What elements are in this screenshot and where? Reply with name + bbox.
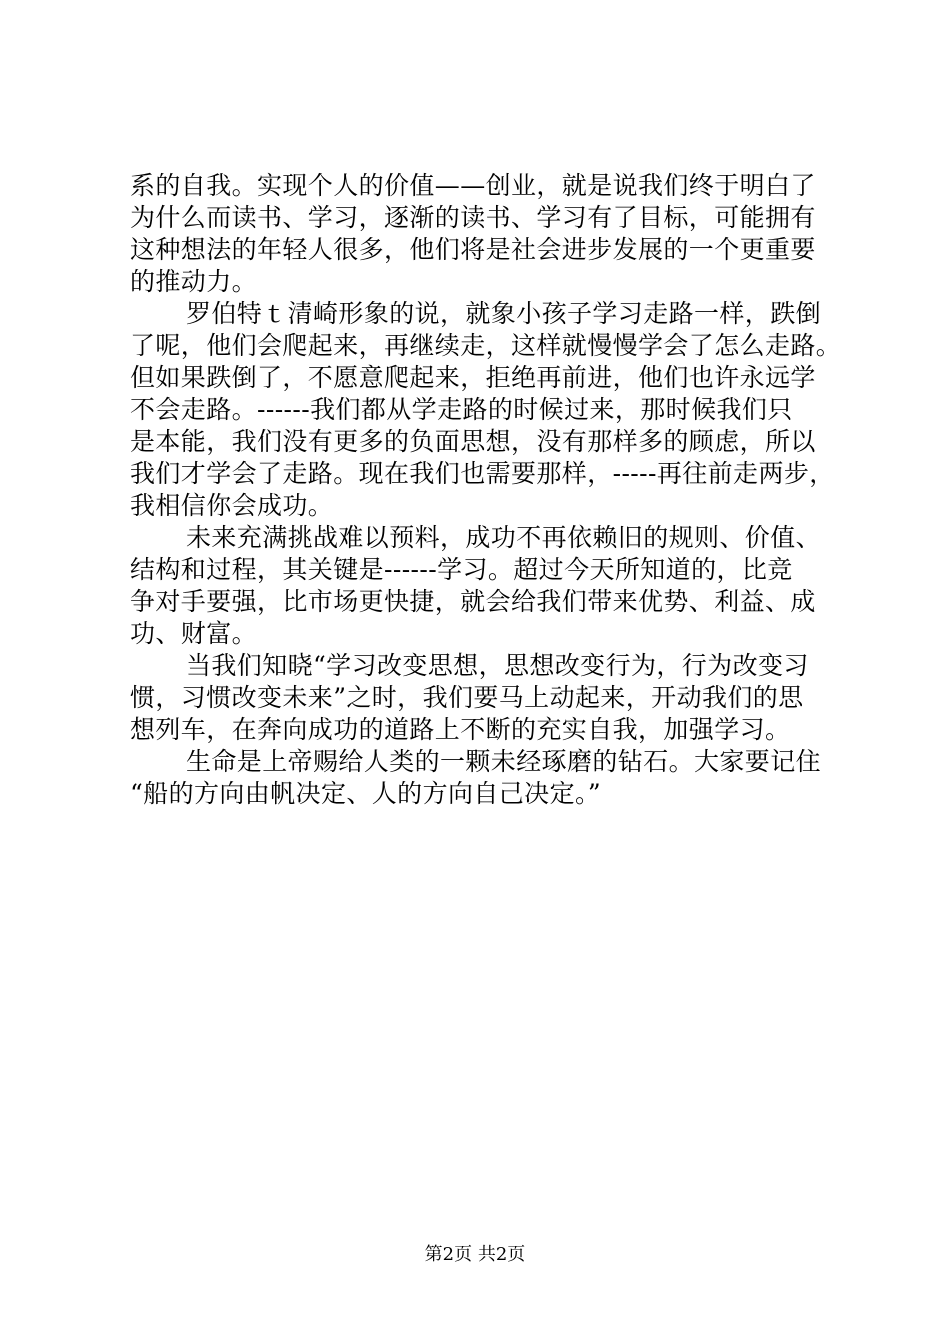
- paragraph-first-line: 当我们知晓“学习改变思想，思想改变行为，行为改变习: [186, 651, 809, 680]
- text-line: 我相信你会成功。: [130, 491, 334, 520]
- text-line: 不会走路。------我们都从学走路的时候过来，那时候我们只: [130, 395, 793, 424]
- page-footer: 第2页 共2页: [424, 1244, 526, 1265]
- paragraph-first-line: 生命是上帝赐给人类的一颗未经琢磨的钻石。大家要记住: [186, 747, 822, 776]
- paragraph-first-line: 罗伯特ｔ清崎形象的说，就象小孩子学习走路一样，跌倒: [186, 299, 822, 328]
- text-line: 了呢，他们会爬起来，再继续走，这样就慢慢学会了怎么走路。: [130, 331, 842, 360]
- document-body: [130, 170, 842, 810]
- paragraph-first-line: 未来充满挑战难以预料，成功不再依赖旧的规则、价值、: [186, 523, 822, 552]
- text-line: “船的方向由帆决定、人的方向自己决定。”: [130, 779, 602, 808]
- text-line: 争对手要强，比市场更快捷，就会给我们带来优势、利益、成: [130, 587, 816, 616]
- text-line: 是本能，我们没有更多的负面思想，没有那样多的顾虑，所以: [130, 427, 816, 456]
- text-line: 我们才学会了走路。现在我们也需要那样，-----再往前走两步，: [130, 459, 835, 488]
- text-line: 结构和过程，其关键是------学习。超过今天所知道的，比竞: [130, 555, 793, 584]
- text-line: 的推动力。: [130, 267, 258, 296]
- text-line: 但如果跌倒了，不愿意爬起来，拒绝再前进，他们也许永远学: [130, 363, 816, 392]
- text-line: 为什么而读书、学习，逐渐的读书、学习有了目标，可能拥有: [130, 203, 816, 232]
- text-line: 功、财富。: [130, 619, 258, 648]
- text-line: 这种想法的年轻人很多，他们将是社会进步发展的一个更重要: [130, 235, 816, 264]
- text-line: 惯，习惯改变未来”之时，我们要马上动起来，开动我们的思: [130, 683, 804, 712]
- text-line: 想列车，在奔向成功的道路上不断的充实自我，加强学习。: [130, 715, 791, 744]
- text-line: 系的自我。实现个人的价值——创业，就是说我们终于明白了: [130, 171, 816, 200]
